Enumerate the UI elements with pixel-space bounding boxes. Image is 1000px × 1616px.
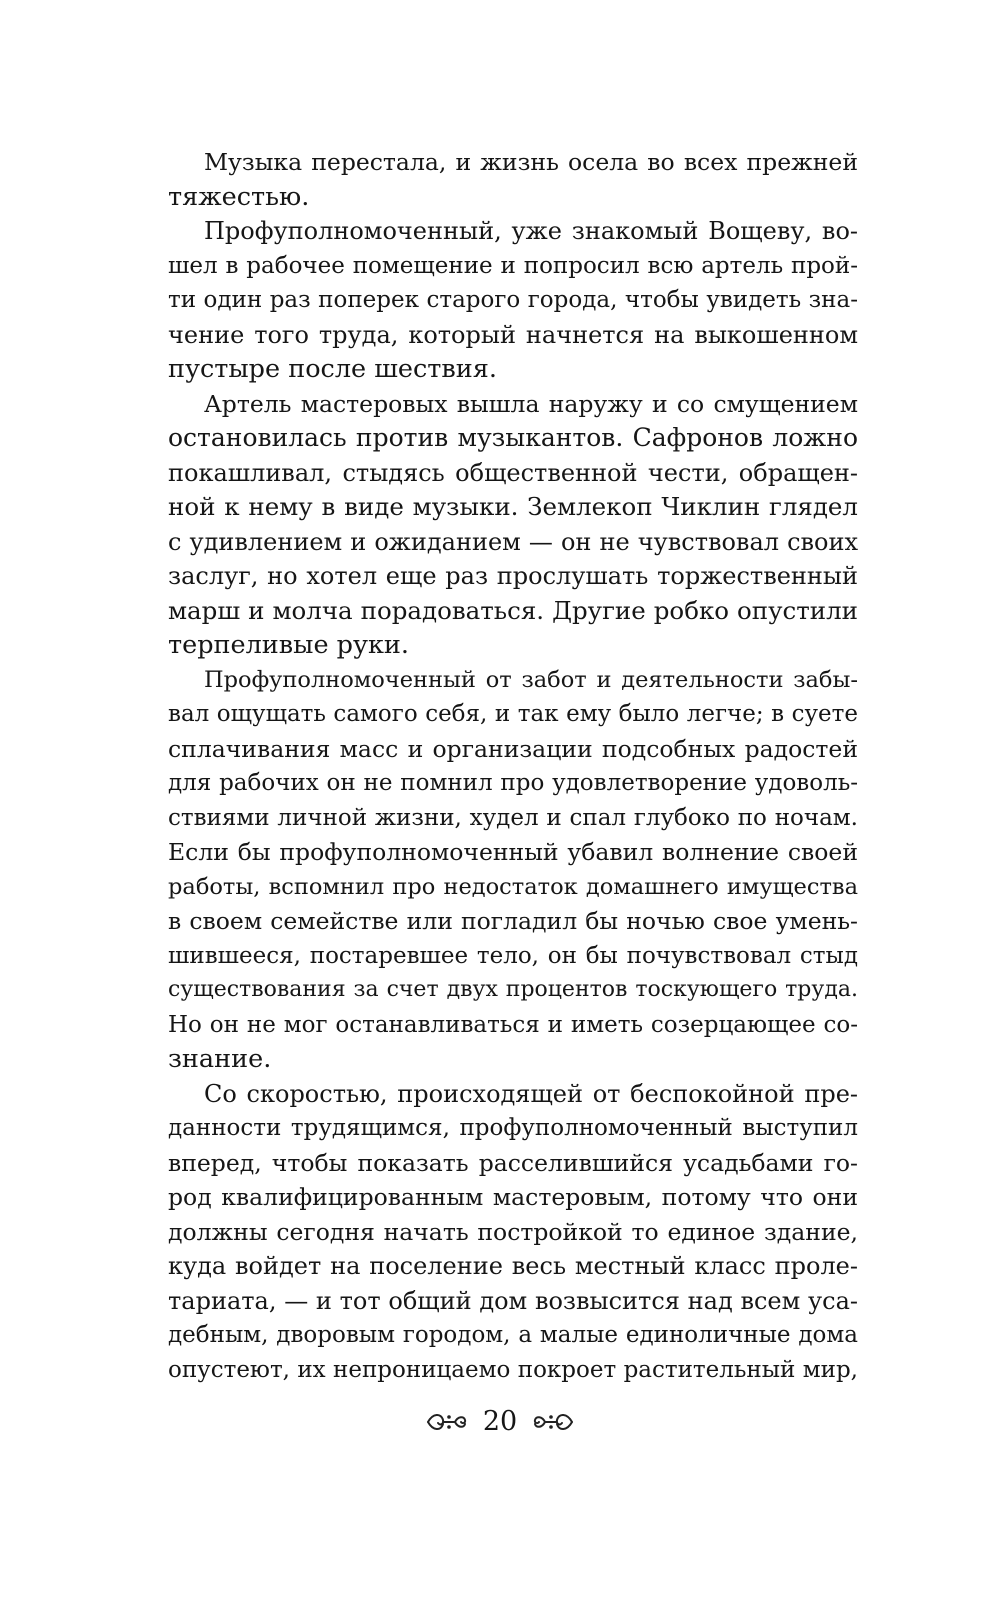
text-line: шел в рабочее помещение и попросил всю артель прой-: [168, 252, 858, 279]
text-line: Профуполномоченный, уже знакомый Вощеву, во-: [204, 217, 858, 245]
text-line: с удивлением и ожиданием — он не чувствовал своих: [168, 527, 858, 556]
text-line: шившееся, постаревшее тело, он бы почувствовал стыд: [168, 942, 858, 969]
left-ornament-icon: [425, 1410, 469, 1434]
text-line: вперед, чтобы показать расселившийся усадьбами го-: [168, 1148, 858, 1177]
text-line: терпеливые руки.: [168, 630, 410, 660]
text-line: Профуполномоченный от забот и деятельности забы-: [204, 666, 858, 693]
text-line: покашливал, стыдясь общественной чести, обращен-: [168, 458, 858, 487]
text-line: для рабочих он не помнил про удовлетворение удоволь-: [168, 770, 858, 796]
text-line: работы, вспомнил про недостаток домашнего имущества: [168, 873, 858, 900]
text-line: опустеют, их непроницаемо покроет растительный мир,: [168, 1356, 858, 1383]
text-line: тариата, — и тот общий дом возвысится над всем уса-: [168, 1286, 858, 1315]
text-line: знание.: [168, 1044, 272, 1074]
text-line: данности трудящимся, профуполномоченный выступил: [168, 1115, 858, 1141]
text-line: дебным, дворовым городом, а малые единоличные дома: [168, 1322, 858, 1348]
text-line: чение того труда, который начнется на выкошенном: [168, 320, 858, 349]
page-number: 20: [482, 1406, 518, 1437]
text-line: марш и молча порадоваться. Другие робко опустили: [168, 595, 858, 625]
body-text: [168, 145, 858, 1387]
text-line: Артель мастеровых вышла наружу и со смущением: [204, 389, 858, 418]
text-line: куда войдет на поселение весь местный класс проле-: [168, 1252, 858, 1280]
text-line: тяжестью.: [168, 181, 310, 212]
text-line: в своем семействе или погладил бы ночью свое умень-: [168, 907, 858, 935]
text-line: Если бы профуполномоченный убавил волнение своей: [168, 838, 858, 866]
text-line: ной к нему в виде музыки. Землекоп Чиклин глядел: [168, 492, 858, 521]
text-line: вал ощущать самого себя, и так ему было легче; в суете: [168, 701, 858, 727]
text-line: должны сегодня начать постройкой то единое здание,: [168, 1217, 858, 1246]
text-line: Музыка перестала, и жизнь осела во всех прежней: [204, 148, 858, 176]
text-line: существования за счет двух процентов тоскующего труда.: [168, 977, 858, 1002]
text-line: сплачивания масс и организации подсобных радостей: [168, 734, 858, 763]
text-line: остановилась против музыкантов. Сафронов ложно: [168, 423, 858, 452]
text-line: Но он не мог останавливаться и иметь созерцающее со-: [168, 1011, 858, 1038]
text-line: заслуг, но хотел еще раз прослушать торжественный: [168, 562, 858, 590]
page-footer: [0, 1402, 1000, 1442]
right-ornament-icon: [531, 1410, 575, 1434]
text-line: Со скоростью, происходящей от беспокойной пре-: [204, 1079, 858, 1108]
text-line: род квалифицированным мастеровым, потому что они: [168, 1183, 858, 1211]
text-line: ти один раз поперек старого города, чтобы увидеть зна-: [168, 287, 858, 313]
text-line: ствиями личной жизни, худел и спал глубоко по ночам.: [168, 804, 858, 831]
text-line: пустыре после шествия.: [168, 354, 497, 384]
